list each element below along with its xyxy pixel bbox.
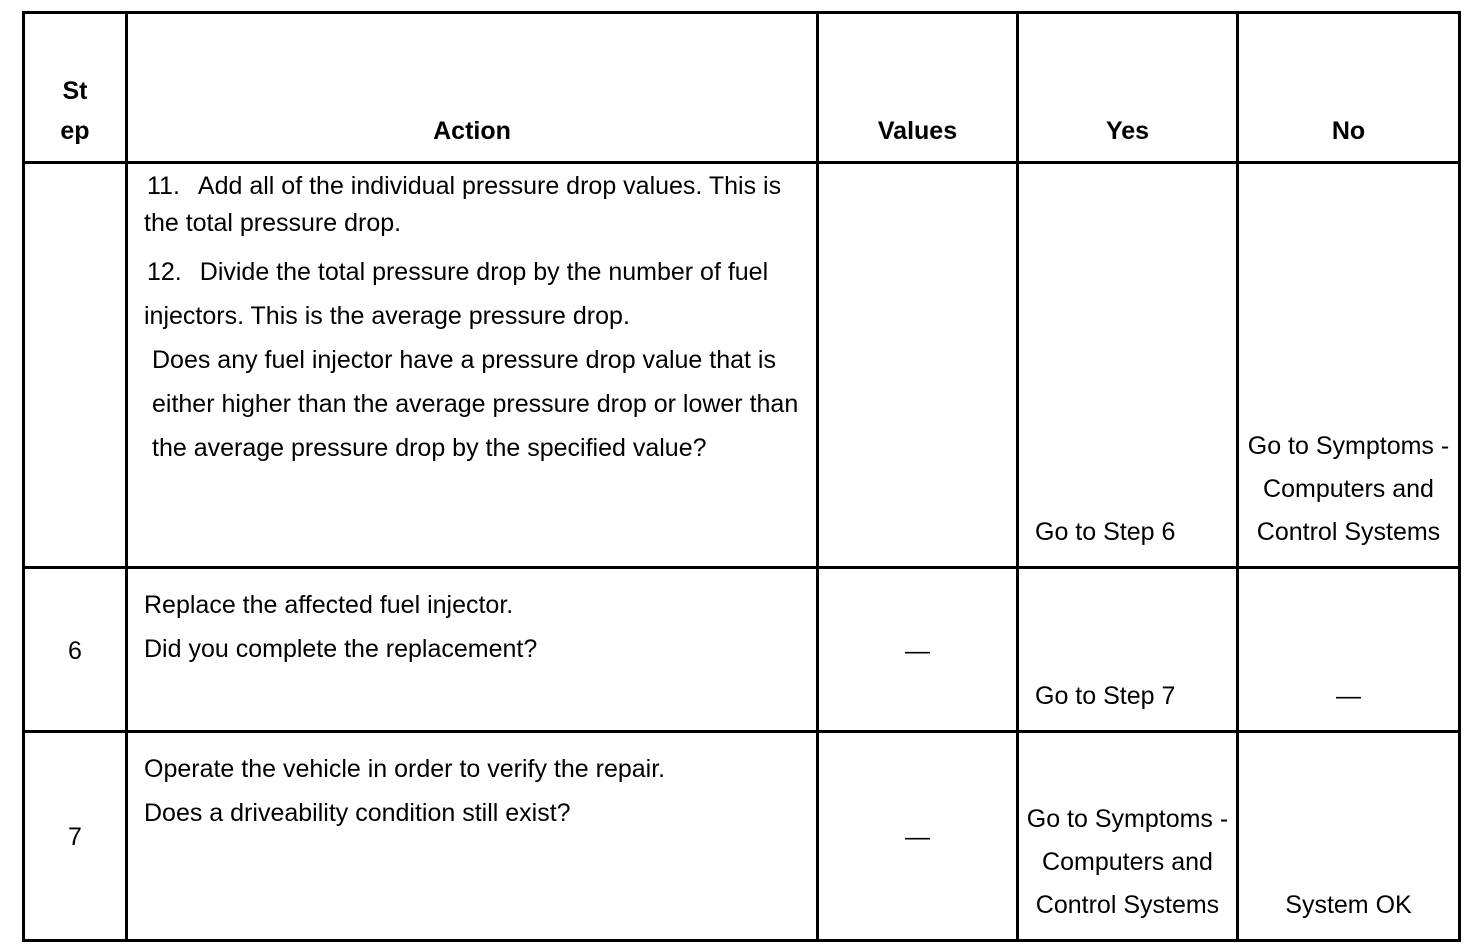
action-cell (127, 732, 818, 941)
table-row (24, 732, 1460, 941)
no-cell (1238, 163, 1460, 568)
header-action: Action (127, 13, 818, 163)
values-dash: — (905, 637, 930, 665)
no-cell (1238, 568, 1460, 732)
step-cell (24, 163, 127, 568)
yes-result: Go to Symptoms - Computers and Control Systems (1026, 805, 1229, 919)
yes-cell (1018, 568, 1238, 732)
header-values: Values (818, 13, 1018, 163)
values-cell (818, 163, 1018, 568)
table-row (24, 568, 1460, 732)
action-step-item (144, 168, 806, 242)
action-question: Does a driveability condition still exist? (144, 799, 571, 827)
yes-result: Go to Step 7 (1035, 682, 1176, 710)
header-step: St ep (24, 13, 127, 163)
action-step-item (144, 250, 806, 338)
header-no: No (1238, 13, 1460, 163)
action-question: Does any fuel injector have a pressure drop value that is either higher than the average pressure drop or lower than the average pressure drop by the specified value? (152, 346, 799, 462)
yes-result: Go to Step 6 (1035, 518, 1176, 546)
action-step-text: Divide the total pressure drop by the number of fuel injectors. This is the average pressure drop. (144, 258, 769, 330)
values-cell (818, 568, 1018, 732)
step-number: 7 (68, 823, 82, 851)
action-step-text: Add all of the individual pressure drop values. This is the total pressure drop. (144, 172, 782, 237)
action-step-number: 11. (147, 172, 180, 200)
step-cell (24, 732, 127, 941)
action-line: Replace the affected fuel injector. (144, 591, 514, 619)
action-cell (127, 163, 818, 568)
no-cell (1238, 732, 1460, 941)
values-cell (818, 732, 1018, 941)
diagnostic-table (22, 11, 1461, 942)
no-result: Go to Symptoms - Computers and Control Systems (1247, 432, 1450, 546)
header-row (24, 13, 1460, 163)
yes-cell (1018, 163, 1238, 568)
header-yes: Yes (1018, 13, 1238, 163)
values-dash: — (905, 823, 930, 851)
action-step-number: 12. (147, 258, 182, 286)
action-cell (127, 568, 818, 732)
table-row (24, 163, 1460, 568)
yes-cell (1018, 732, 1238, 941)
step-cell (24, 568, 127, 732)
no-result: System OK (1285, 891, 1412, 919)
step-number: 6 (68, 637, 82, 665)
action-question: Did you complete the replacement? (144, 635, 538, 663)
no-result: — (1336, 682, 1361, 710)
action-line: Operate the vehicle in order to verify the repair. (144, 755, 666, 783)
